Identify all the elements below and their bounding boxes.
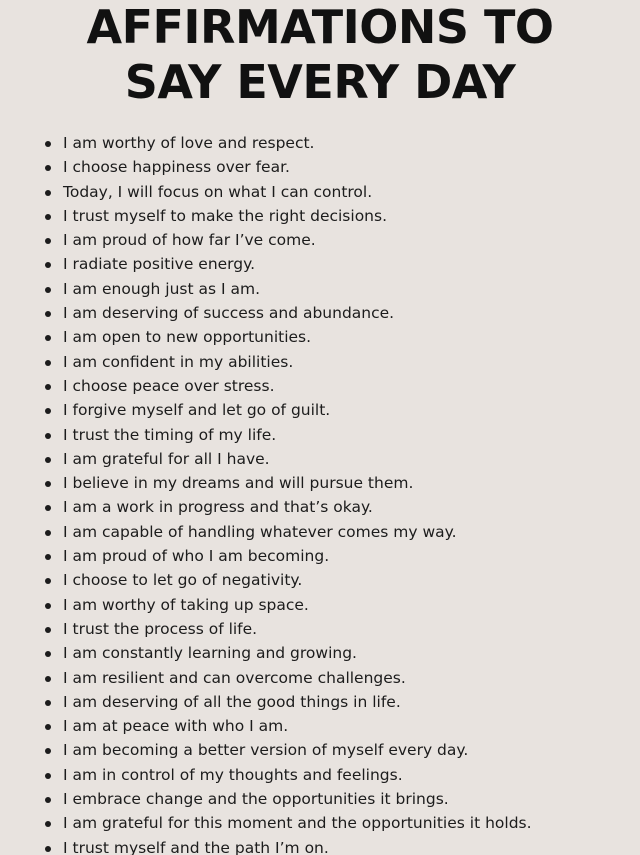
affirmation-text: I am confident in my abilities.	[63, 352, 294, 371]
affirmation-text: I am at peace with who I am.	[63, 717, 289, 736]
affirmation-text: I choose happiness over fear.	[63, 158, 290, 177]
bullet-icon	[45, 603, 51, 609]
affirmation-text: I am grateful for all I have.	[63, 449, 270, 468]
list-item	[45, 277, 635, 301]
affirmation-text: I am proud of who I am becoming.	[63, 547, 330, 566]
affirmation-text: Today, I will focus on what I can control.	[63, 182, 373, 201]
affirmation-text: I am capable of handling whatever comes my way.	[63, 522, 457, 541]
affirmation-text: I am in control of my thoughts and feelings.	[63, 765, 403, 784]
bullet-icon	[45, 530, 51, 536]
list-item	[45, 180, 635, 204]
list-item	[45, 593, 635, 617]
list-item	[45, 641, 635, 665]
list-item	[45, 666, 635, 690]
list-item	[45, 350, 635, 374]
list-item	[45, 495, 635, 519]
title-line-2: SAY EVERY DAY	[124, 55, 516, 109]
bullet-icon	[45, 433, 51, 439]
affirmation-text: I radiate positive energy.	[63, 255, 256, 274]
affirmation-text: I trust the timing of my life.	[63, 425, 277, 444]
affirmation-text: I am resilient and can overcome challenges.	[63, 668, 406, 687]
affirmation-text: I am enough just as I am.	[63, 279, 261, 298]
list-item	[45, 811, 635, 835]
list-item	[45, 131, 635, 155]
affirmation-text: I am worthy of love and respect.	[63, 134, 315, 152]
list-item	[45, 155, 635, 179]
bullet-icon	[45, 457, 51, 463]
bullet-icon	[45, 578, 51, 584]
bullet-icon	[45, 627, 51, 633]
affirmation-text: I trust myself and the path I’m on.	[63, 838, 329, 855]
list-item	[45, 836, 635, 855]
list-item	[45, 787, 635, 811]
bullet-icon	[45, 214, 51, 220]
bullet-icon	[45, 335, 51, 341]
bullet-icon	[45, 165, 51, 171]
bullet-icon	[45, 360, 51, 366]
bullet-icon	[45, 190, 51, 196]
bullet-icon	[45, 141, 51, 147]
affirmation-text: I am constantly learning and growing.	[63, 644, 357, 663]
affirmation-text: I choose to let go of negativity.	[63, 571, 303, 590]
bullet-icon	[45, 651, 51, 657]
bullet-icon	[45, 846, 51, 852]
affirmation-text: I am deserving of success and abundance.	[63, 304, 395, 323]
bullet-icon	[45, 773, 51, 779]
bullet-icon	[45, 724, 51, 730]
affirmation-text: I am a work in progress and that’s okay.	[63, 498, 373, 517]
list-item	[45, 520, 635, 544]
affirmation-text: I embrace change and the opportunities it brings.	[63, 790, 449, 809]
bullet-icon	[45, 821, 51, 827]
bullet-icon	[45, 797, 51, 803]
affirmation-text: I forgive myself and let go of guilt.	[63, 401, 331, 420]
affirmation-list	[45, 131, 635, 855]
affirmation-text: I believe in my dreams and will pursue them.	[63, 474, 414, 493]
bullet-icon	[45, 262, 51, 268]
bullet-icon	[45, 554, 51, 560]
list-item	[45, 471, 635, 495]
list-item	[45, 568, 635, 592]
list-item	[45, 325, 635, 349]
affirmation-text: I trust the process of life.	[63, 619, 258, 638]
bullet-icon	[45, 287, 51, 293]
list-item	[45, 252, 635, 276]
list-item	[45, 423, 635, 447]
bullet-icon	[45, 384, 51, 390]
affirmation-text: I choose peace over stress.	[63, 376, 275, 395]
affirmation-text: I am proud of how far I’ve come.	[63, 231, 316, 250]
title-line-1: AFFIRMATIONS TO	[86, 0, 554, 54]
affirmation-text: I am grateful for this moment and the opportunities it holds.	[63, 814, 532, 833]
list-item	[45, 738, 635, 762]
bullet-icon	[45, 748, 51, 754]
list-item	[45, 447, 635, 471]
list-item	[45, 204, 635, 228]
list-item	[45, 228, 635, 252]
list-item	[45, 301, 635, 325]
affirmation-text: I am deserving of all the good things in life.	[63, 692, 401, 711]
list-item	[45, 714, 635, 738]
list-item	[45, 544, 635, 568]
list-item	[45, 617, 635, 641]
list-item	[45, 690, 635, 714]
bullet-icon	[45, 505, 51, 511]
affirmation-text: I am open to new opportunities.	[63, 328, 312, 347]
bullet-icon	[45, 700, 51, 706]
bullet-icon	[45, 238, 51, 244]
page-title	[0, 0, 640, 110]
bullet-icon	[45, 408, 51, 414]
affirmation-text: I am becoming a better version of myself every day.	[63, 741, 469, 760]
list-item	[45, 374, 635, 398]
affirmation-text: I am worthy of taking up space.	[63, 595, 309, 614]
bullet-icon	[45, 481, 51, 487]
bullet-icon	[45, 311, 51, 317]
list-item	[45, 398, 635, 422]
list-item	[45, 763, 635, 787]
bullet-icon	[45, 676, 51, 682]
affirmation-text: I trust myself to make the right decisions.	[63, 206, 388, 225]
